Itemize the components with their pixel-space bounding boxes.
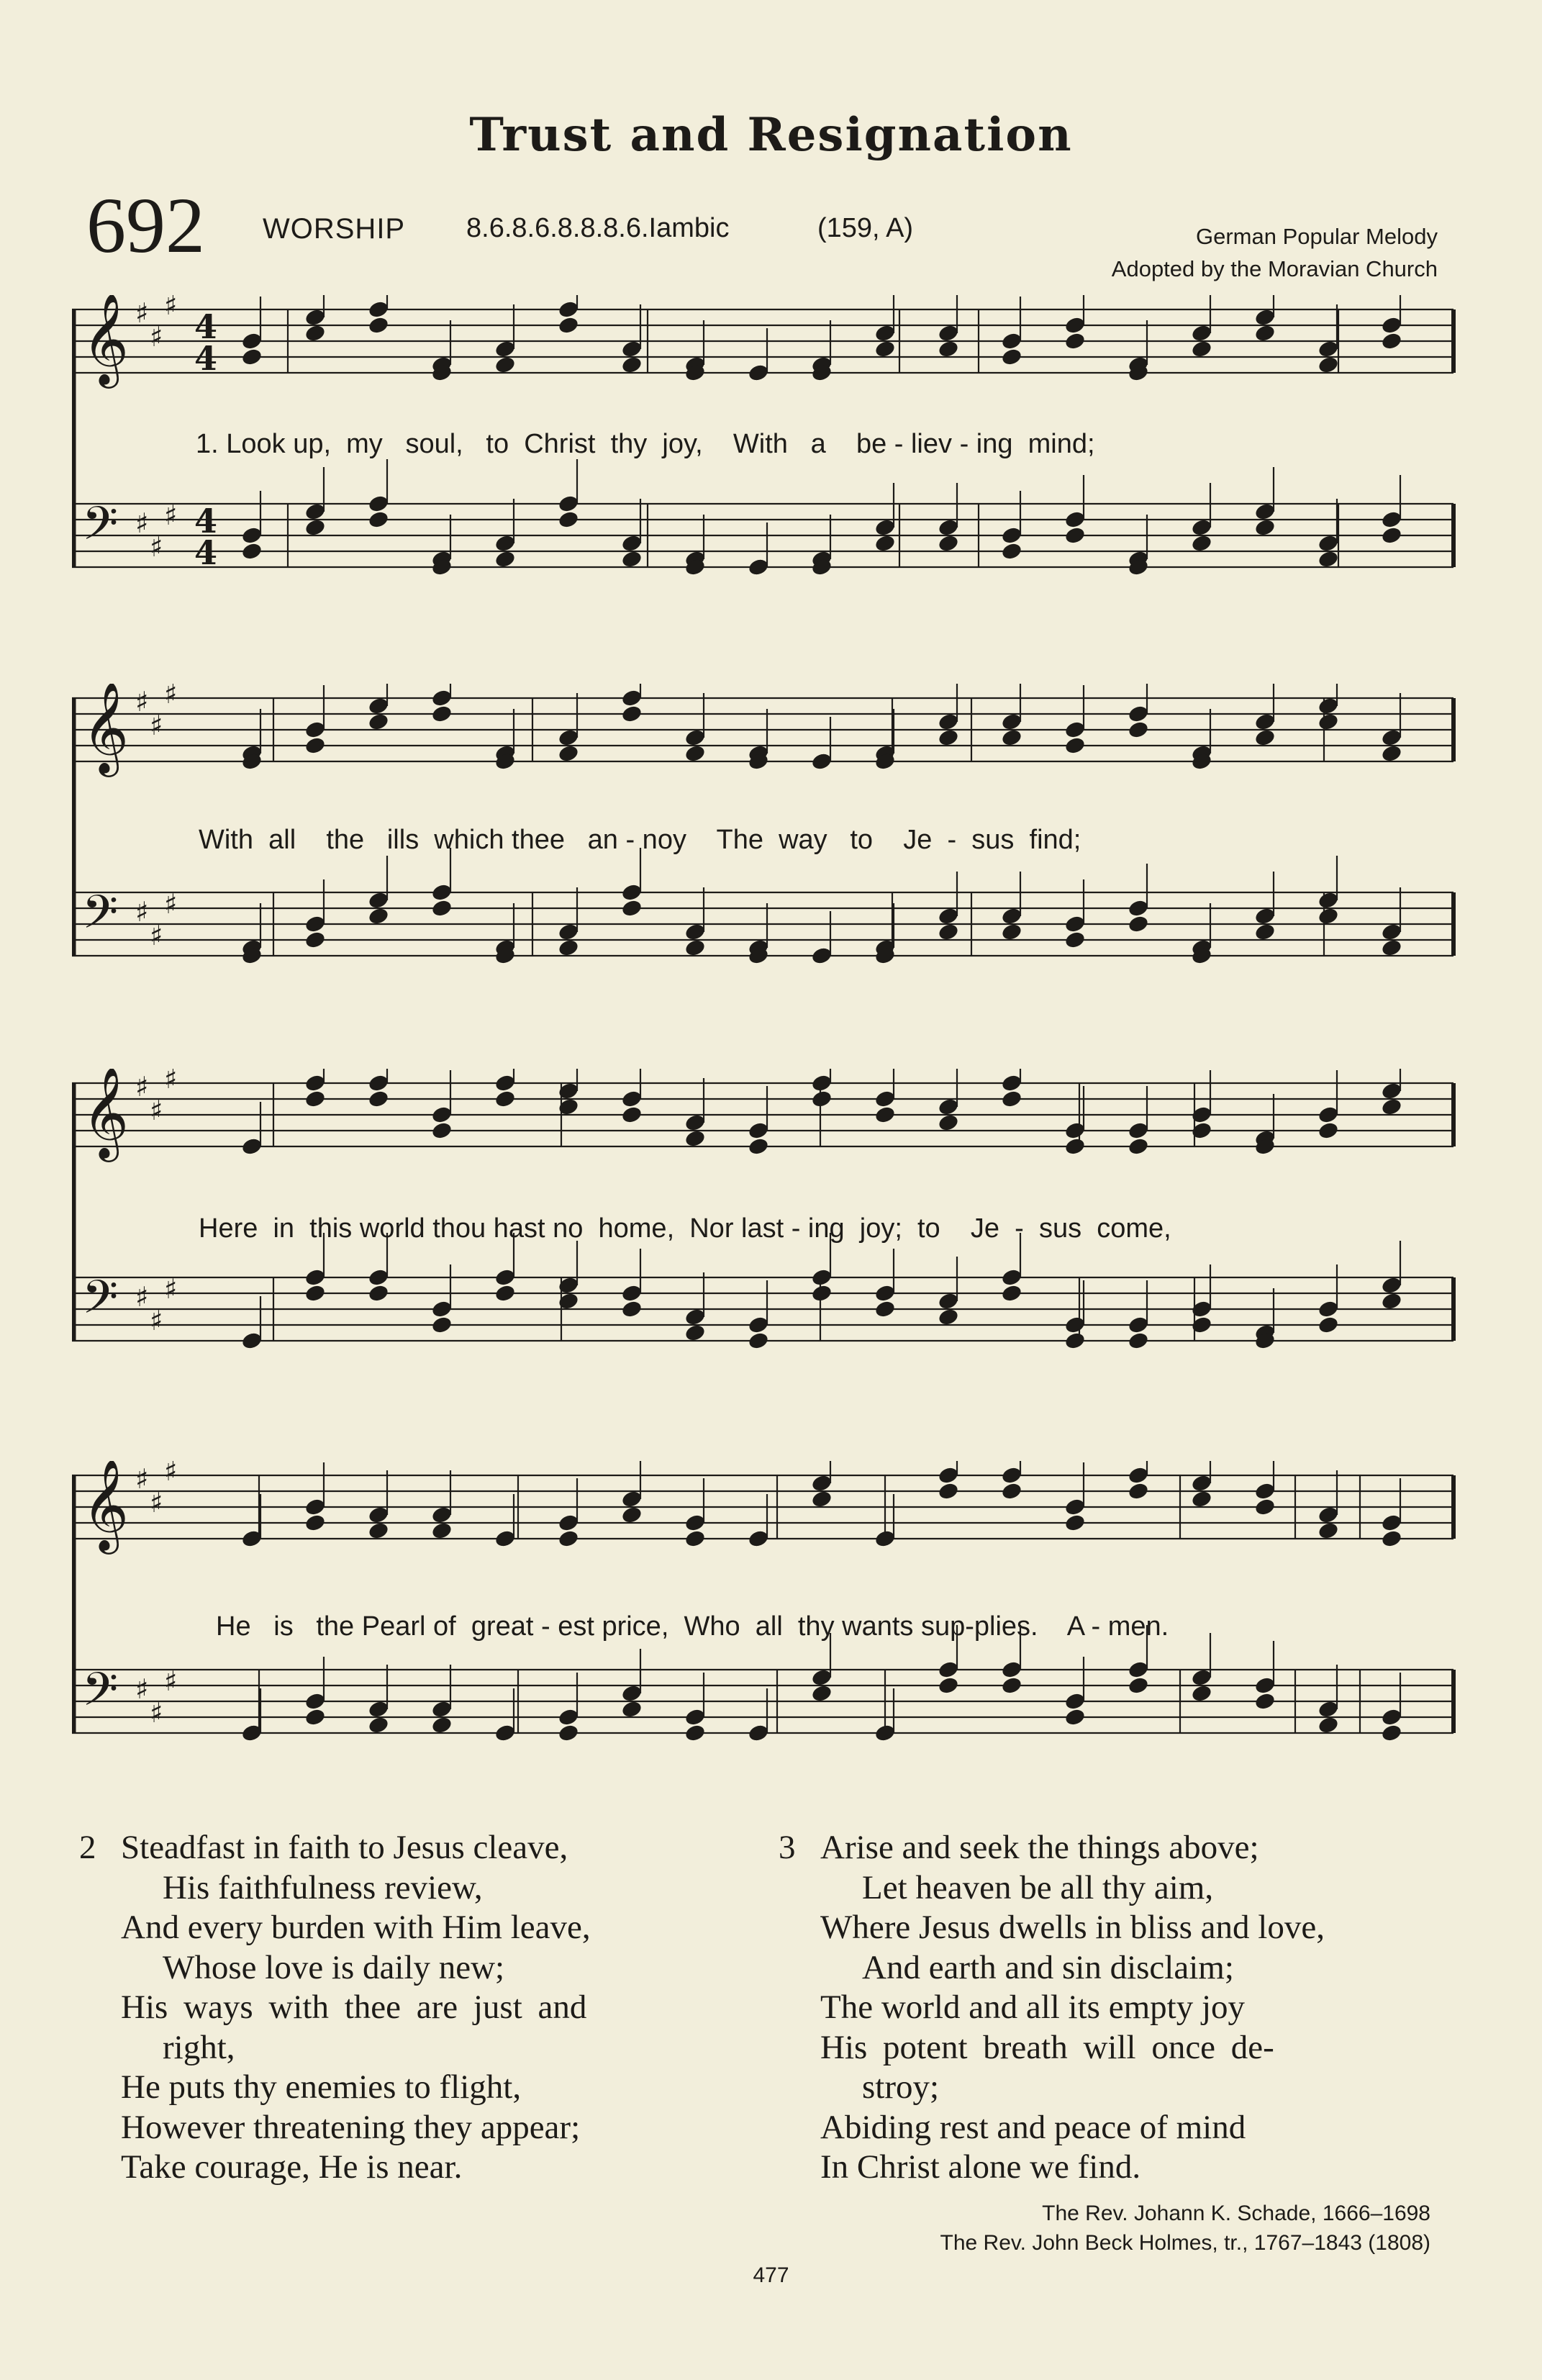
sharp-icon: ♯ xyxy=(164,1273,178,1305)
notehead xyxy=(1063,930,1086,949)
verse-line: stroy; xyxy=(862,2068,940,2106)
notehead xyxy=(1380,331,1402,350)
verse-line: Let heaven be all thy aim, xyxy=(862,1868,1214,1906)
notehead xyxy=(430,1315,453,1334)
treble-staff xyxy=(72,684,1453,777)
notehead xyxy=(1190,1489,1212,1508)
notehead xyxy=(684,1323,706,1342)
notehead xyxy=(1253,728,1276,747)
verse-line: Whose love is daily new; xyxy=(163,1948,505,1986)
notehead xyxy=(557,1529,579,1548)
notehead xyxy=(684,1529,706,1548)
notehead xyxy=(1190,533,1212,553)
notehead xyxy=(1000,1089,1022,1108)
music-system-1 xyxy=(72,295,1461,633)
notehead xyxy=(1127,1331,1149,1350)
verse-line: Where Jesus dwells in bliss and love, xyxy=(820,1909,1325,1946)
notehead xyxy=(1380,1097,1402,1116)
notehead xyxy=(304,1283,326,1303)
credits xyxy=(940,2199,1431,2258)
section-title: Trust and Resignation xyxy=(469,108,1073,162)
tune-reference: (159, A) xyxy=(817,213,914,243)
time-signature-icon: 4 xyxy=(194,339,218,378)
notehead xyxy=(1127,720,1149,739)
notehead xyxy=(620,549,643,569)
notehead xyxy=(430,1521,453,1540)
music-system-2 xyxy=(72,684,1461,1022)
notehead xyxy=(1380,743,1402,763)
notehead xyxy=(430,898,453,918)
notehead xyxy=(1000,1675,1022,1695)
hymn-number: 692 xyxy=(86,181,205,269)
notehead xyxy=(1317,712,1339,731)
sharp-icon: ♯ xyxy=(150,531,163,563)
verse-line: In Christ alone we find. xyxy=(820,2148,1141,2186)
sharp-icon: ♯ xyxy=(150,1095,163,1126)
sharp-icon: ♯ xyxy=(135,896,149,928)
sharp-icon: ♯ xyxy=(135,686,149,718)
notehead xyxy=(620,1299,643,1318)
notehead xyxy=(557,510,579,529)
notehead xyxy=(810,1283,833,1303)
time-signature-icon: 4 xyxy=(194,502,218,540)
verse-line: And every burden with Him leave, xyxy=(121,1909,591,1946)
notehead xyxy=(1063,1136,1086,1156)
verse-line: right, xyxy=(163,2028,235,2066)
verses xyxy=(79,1828,1461,2202)
notehead xyxy=(747,1136,769,1156)
notehead xyxy=(304,517,326,537)
page-number: 477 xyxy=(753,2263,789,2287)
notehead xyxy=(367,1715,389,1734)
notehead xyxy=(367,712,389,731)
verse-line: And earth and sin disclaim; xyxy=(862,1948,1234,1986)
notehead xyxy=(430,1715,453,1734)
notehead xyxy=(557,938,579,957)
time-signature-icon: 4 xyxy=(194,533,218,572)
sharp-icon: ♯ xyxy=(164,1665,178,1697)
notehead xyxy=(1000,1481,1022,1501)
treble-staff xyxy=(72,295,1453,389)
notehead xyxy=(1253,323,1276,343)
sharp-icon: ♯ xyxy=(150,1305,163,1336)
verse-line: His faithfulness review, xyxy=(163,1868,483,1906)
notehead xyxy=(304,736,326,755)
notehead xyxy=(1063,1513,1086,1532)
notehead xyxy=(304,1707,326,1727)
treble-clef-icon: 𝄞 xyxy=(82,684,130,773)
sharp-icon: ♯ xyxy=(164,499,178,531)
notehead xyxy=(1127,1481,1149,1501)
sharp-icon: ♯ xyxy=(135,507,149,539)
verse-lines xyxy=(820,1828,1325,2188)
author-credit: The Rev. Johann K. Schade, 1666–1698 xyxy=(1042,2202,1430,2225)
verse-line: Take courage, He is near. xyxy=(121,2148,463,2186)
notehead xyxy=(684,1723,706,1742)
notehead xyxy=(557,1723,579,1742)
notehead xyxy=(1063,736,1086,755)
lyric-line: 1. Look up, my soul, to Christ thy joy, With a be - liev - ing mind; xyxy=(196,429,1095,459)
bass-staff xyxy=(72,459,1453,577)
notehead xyxy=(684,743,706,763)
notehead xyxy=(1063,331,1086,350)
music-staves xyxy=(72,295,1461,633)
notehead xyxy=(1380,1529,1402,1548)
notehead xyxy=(874,339,896,358)
notehead xyxy=(937,1307,959,1326)
notehead xyxy=(1063,1331,1086,1350)
notehead xyxy=(1063,525,1086,545)
notehead xyxy=(810,1683,833,1703)
notehead xyxy=(1063,1707,1086,1727)
lyric-line: With all the ills which thee an - noy The way to Je - sus find; xyxy=(199,825,1081,855)
treble-clef-icon: 𝄞 xyxy=(82,1461,130,1550)
notehead xyxy=(1000,347,1022,366)
notehead xyxy=(304,1089,326,1108)
notehead xyxy=(367,510,389,529)
lyric-line: Here in this world thou hast no home, Nor last - ing joy; to Je - sus come, xyxy=(199,1213,1171,1244)
notehead xyxy=(810,1489,833,1508)
verse-line: The world and all its empty joy xyxy=(820,1988,1246,2026)
melody-source-line: German Popular Melody xyxy=(1196,224,1438,249)
notehead xyxy=(1380,1723,1402,1742)
notehead xyxy=(1317,906,1339,926)
notehead xyxy=(1317,1521,1339,1540)
treble-staff xyxy=(72,1461,1453,1555)
sharp-icon: ♯ xyxy=(164,295,178,321)
notehead xyxy=(937,1113,959,1132)
notehead xyxy=(1317,355,1339,374)
verse-line: He puts thy enemies to flight, xyxy=(121,2068,522,2106)
verse-number: 2 xyxy=(79,1829,96,1866)
bass-clef-icon: 𝄢 xyxy=(82,497,119,562)
notehead xyxy=(937,922,959,941)
notehead xyxy=(937,728,959,747)
sharp-icon: ♯ xyxy=(150,1487,163,1519)
verse-lines xyxy=(121,1828,591,2188)
notehead xyxy=(557,743,579,763)
notehead xyxy=(937,1675,959,1695)
melody-source-line: Adopted by the Moravian Church xyxy=(1111,256,1438,281)
bass-clef-icon: 𝄢 xyxy=(82,1663,119,1728)
bass-staff xyxy=(72,1625,1453,1743)
sharp-icon: ♯ xyxy=(150,710,163,741)
notehead xyxy=(494,1283,516,1303)
notehead xyxy=(367,906,389,926)
meter: 8.6.8.6.8.8.8.6.Iambic xyxy=(466,213,730,243)
tune-name: WORSHIP xyxy=(263,213,406,245)
notehead xyxy=(1253,1497,1276,1516)
bass-staff xyxy=(72,1233,1453,1351)
verse-line: Abiding rest and peace of mind xyxy=(820,2108,1246,2146)
notehead xyxy=(367,1283,389,1303)
notehead xyxy=(620,1699,643,1719)
notehead xyxy=(557,315,579,335)
notehead xyxy=(240,541,263,561)
notehead xyxy=(620,1105,643,1124)
notehead xyxy=(874,533,896,553)
notehead xyxy=(240,347,263,366)
sharp-icon: ♯ xyxy=(135,1281,149,1313)
bass-staff xyxy=(72,848,1453,966)
notehead xyxy=(304,323,326,343)
notehead xyxy=(1000,922,1022,941)
notehead xyxy=(494,355,516,374)
notehead xyxy=(1317,549,1339,569)
treble-clef-icon: 𝄞 xyxy=(82,295,130,384)
verse-line: Steadfast in faith to Jesus cleave, xyxy=(121,1829,568,1866)
sharp-icon: ♯ xyxy=(135,1463,149,1495)
notehead xyxy=(1380,1291,1402,1311)
verse-line: His potent breath will once de- xyxy=(820,2028,1274,2066)
notehead xyxy=(937,533,959,553)
notehead xyxy=(1000,541,1022,561)
verse-number: 3 xyxy=(779,1829,796,1866)
sharp-icon: ♯ xyxy=(150,321,163,353)
melody-source xyxy=(1112,220,1438,285)
notehead xyxy=(620,355,643,374)
notehead xyxy=(1253,517,1276,537)
notehead xyxy=(684,1128,706,1148)
notehead xyxy=(747,1331,769,1350)
notehead xyxy=(1000,1283,1022,1303)
sharp-icon: ♯ xyxy=(164,1069,178,1095)
notehead xyxy=(1190,339,1212,358)
sharp-icon: ♯ xyxy=(150,920,163,951)
notehead xyxy=(684,938,706,957)
notehead xyxy=(430,704,453,723)
treble-clef-icon: 𝄞 xyxy=(82,1069,130,1158)
sharp-icon: ♯ xyxy=(135,1673,149,1705)
notehead xyxy=(367,315,389,335)
notehead xyxy=(304,1513,326,1532)
music-system-4 xyxy=(72,1461,1461,1799)
verse-line: His ways with thee are just and xyxy=(121,1988,587,2026)
notehead xyxy=(620,1505,643,1524)
notehead xyxy=(494,549,516,569)
notehead xyxy=(1317,1715,1339,1734)
notehead xyxy=(1317,1121,1339,1140)
notehead xyxy=(810,1089,833,1108)
notehead xyxy=(1253,1691,1276,1711)
notehead xyxy=(874,1105,896,1124)
time-signature-icon: 4 xyxy=(194,307,218,346)
notehead xyxy=(1127,1136,1149,1156)
notehead xyxy=(1253,922,1276,941)
notehead xyxy=(620,898,643,918)
sharp-icon: ♯ xyxy=(135,1071,149,1103)
sharp-icon: ♯ xyxy=(164,684,178,710)
translator-credit: The Rev. John Beck Holmes, tr., 1767–1843 (1808) xyxy=(940,2231,1430,2255)
notehead xyxy=(494,1089,516,1108)
sharp-icon: ♯ xyxy=(164,1461,178,1487)
treble-staff xyxy=(72,1069,1453,1162)
bass-clef-icon: 𝄢 xyxy=(82,886,119,951)
notehead xyxy=(304,930,326,949)
notehead xyxy=(937,1481,959,1501)
bass-clef-icon: 𝄢 xyxy=(82,1271,119,1336)
notehead xyxy=(1190,1683,1212,1703)
notehead xyxy=(1127,914,1149,933)
verse-line: Arise and seek the things above; xyxy=(820,1829,1259,1866)
notehead xyxy=(1317,1315,1339,1334)
notehead xyxy=(367,1521,389,1540)
sharp-icon: ♯ xyxy=(150,1697,163,1729)
notehead xyxy=(874,1299,896,1318)
hymn-header xyxy=(86,181,1453,286)
sharp-icon: ♯ xyxy=(135,297,149,329)
notehead xyxy=(430,1121,453,1140)
sharp-icon: ♯ xyxy=(164,888,178,920)
notehead xyxy=(620,704,643,723)
music-system-3 xyxy=(72,1069,1461,1407)
notehead xyxy=(937,339,959,358)
notehead xyxy=(1380,525,1402,545)
verse-line: However threatening they appear; xyxy=(121,2108,581,2146)
notehead xyxy=(1127,1675,1149,1695)
notehead xyxy=(1000,728,1022,747)
notehead xyxy=(1380,938,1402,957)
notehead xyxy=(367,1089,389,1108)
lyric-line: He is the Pearl of great - est price, Who all thy wants sup-plies. A - men. xyxy=(216,1611,1169,1642)
